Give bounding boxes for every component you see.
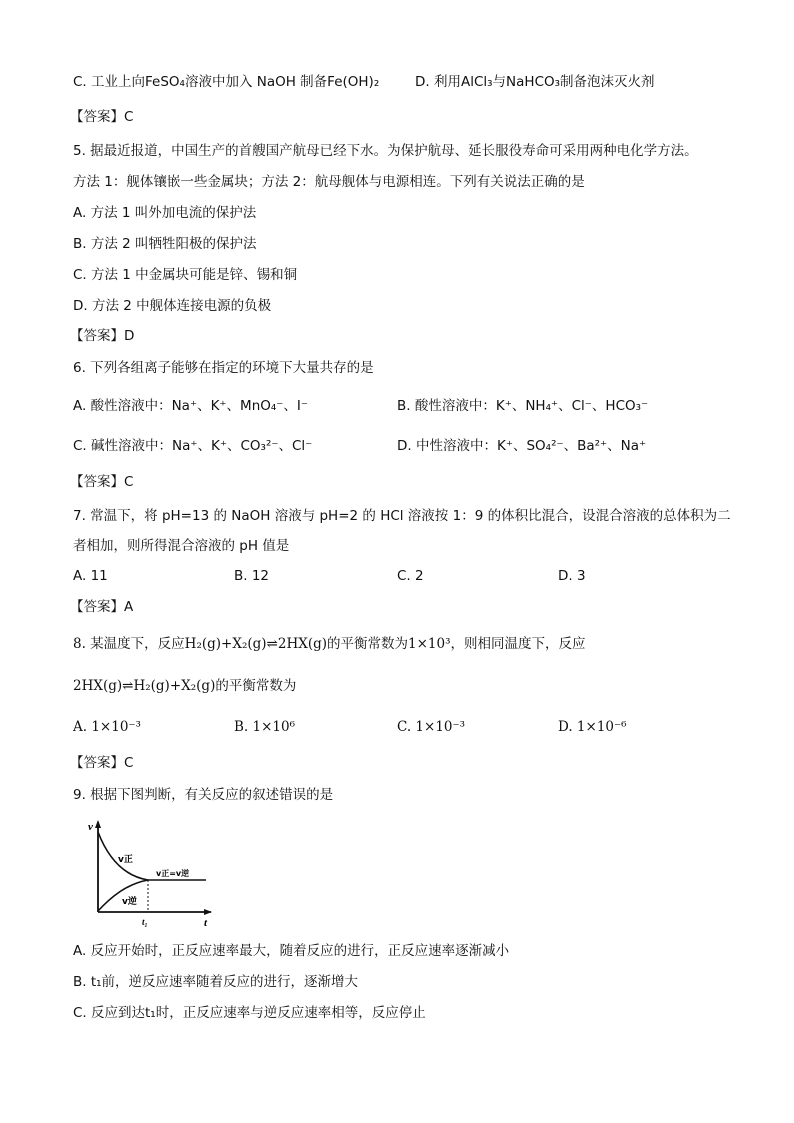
q8-option-c: C. 1×10⁻³ <box>397 719 466 735</box>
q6-option-b: B. 酸性溶液中：K⁺、NH₄⁺、Cl⁻、HCO₃⁻ <box>397 398 649 414</box>
q8-option-b: B. 1×10⁶ <box>234 719 295 735</box>
forward-rate-label: v正 <box>118 855 133 865</box>
equal-rate-label: v正=v逆 <box>156 869 190 878</box>
q8-option-a: A. 1×10⁻³ <box>73 719 141 735</box>
q8-option-d: D. 1×10⁻⁶ <box>558 719 627 735</box>
q5-option-a: A. 方法 1 叫外加电流的保护法 <box>73 205 257 221</box>
q6-answer: 【答案】C <box>70 474 134 490</box>
x-axis-arrow-icon <box>204 909 212 915</box>
q8-stem-line1: 8. 某温度下，反应H₂(g)+X₂(g)⇌2HX(g)的平衡常数为1×10³，则相同温度下，反应 <box>73 636 586 652</box>
q7-option-b: B. 12 <box>234 568 270 584</box>
reverse-rate-label: v逆 <box>122 897 137 907</box>
q4-option-c: C. 工业上向FeSO₄溶液中加入 NaOH 制备Fe(OH)₂ <box>73 74 380 90</box>
q7-option-c: C. 2 <box>397 568 424 584</box>
q6-option-d: D. 中性溶液中：K⁺、SO₄²⁻、Ba²⁺、Na⁺ <box>397 438 647 454</box>
q8-answer: 【答案】C <box>70 755 134 771</box>
y-axis-arrow-icon <box>95 820 101 828</box>
q8-stem-line2: 2HX(g)⇌H₂(g)+X₂(g)的平衡常数为 <box>73 678 297 694</box>
q9-option-b: B. t₁前，逆反应速率随着反应的进行，逐渐增大 <box>73 974 359 990</box>
q9-stem: 9. 根据下图判断，有关反应的叙述错误的是 <box>73 787 334 803</box>
q9-rate-time-graph <box>86 818 218 928</box>
q4-option-d: D. 利用AlCl₃与NaHCO₃制备泡沫灭火剂 <box>415 74 655 90</box>
q7-stem-line2: 者相加，则所得混合溶液的 pH 值是 <box>73 538 290 554</box>
x-axis-label: t <box>204 917 208 928</box>
q6-stem: 6. 下列各组离子能够在指定的环境下大量共存的是 <box>73 360 374 376</box>
q5-option-c: C. 方法 1 中金属块可能是锌、锡和铜 <box>73 267 298 283</box>
q5-option-d: D. 方法 2 中舰体连接电源的负极 <box>73 298 272 314</box>
q6-option-c: C. 碱性溶液中：Na⁺、K⁺、CO₃²⁻、Cl⁻ <box>73 438 313 454</box>
q7-answer: 【答案】A <box>70 599 134 615</box>
q7-option-d: D. 3 <box>558 568 586 584</box>
t1-label: t₁ <box>142 917 148 927</box>
q7-option-a: A. 11 <box>73 568 108 584</box>
q9-option-c: C. 反应到达t₁时，正反应速率与逆反应速率相等，反应停止 <box>73 1005 426 1021</box>
y-axis-label: v <box>88 821 93 833</box>
q5-answer: 【答案】D <box>70 328 135 344</box>
q9-option-a: A. 反应开始时，正反应速率最大，随着反应的进行，正反应速率逐渐减小 <box>73 943 510 959</box>
q6-option-a: A. 酸性溶液中：Na⁺、K⁺、MnO₄⁻、I⁻ <box>73 398 309 414</box>
q5-option-b: B. 方法 2 叫牺牲阳极的保护法 <box>73 236 257 252</box>
q4-answer: 【答案】C <box>70 109 134 125</box>
q7-stem-line1: 7. 常温下，将 pH=13 的 NaOH 溶液与 pH=2 的 HCl 溶液按 1：9 的体积比混合，设混合溶液的总体积为二 <box>73 508 731 524</box>
q5-stem-line2: 方法 1：舰体镶嵌一些金属块；方法 2：航母舰体与电源相连。下列有关说法正确的是 <box>73 174 585 190</box>
q5-stem-line1: 5. 据最近报道，中国生产的首艘国产航母已经下水。为保护航母、延长服役寿命可采用两种电化学方法。 <box>73 143 698 159</box>
